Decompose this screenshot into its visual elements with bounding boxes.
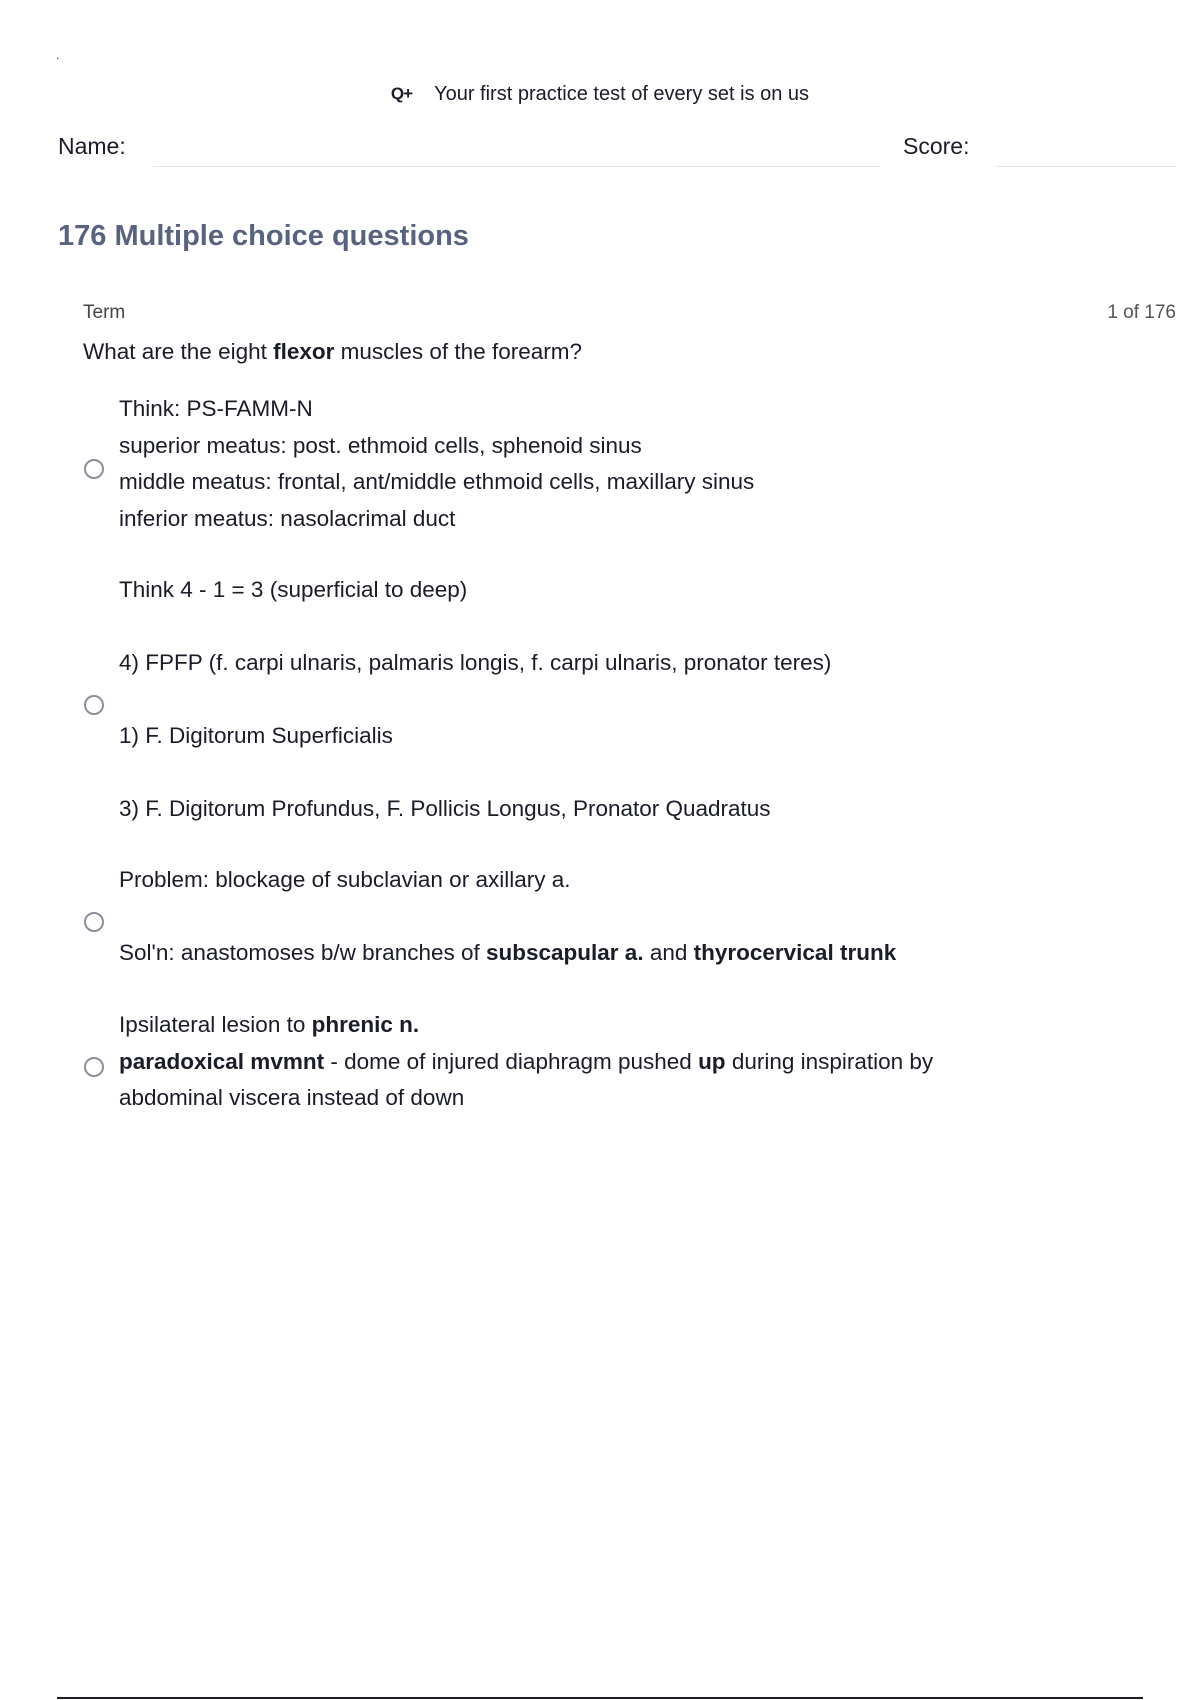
score-label: Score: — [903, 133, 970, 159]
option-text[interactable]: superior meatus: post. ethmoid cells, sphenoid sinus — [119, 432, 642, 458]
name-label: Name: — [58, 133, 126, 159]
promo-text[interactable]: Your first practice test of every set is on us — [434, 82, 810, 105]
option-text[interactable]: 3) F. Digitorum Profundus, F. Pollicis Longus, Pronator Quadratus — [119, 796, 771, 821]
practice-test-icon: Q+ — [390, 84, 413, 103]
score-field[interactable] — [995, 166, 1176, 167]
stray-mark: . — [56, 48, 60, 62]
option-text[interactable]: abdominal viscera instead of down — [119, 1085, 465, 1110]
promo-banner[interactable] — [0, 78, 1200, 110]
option-radio[interactable] — [84, 912, 104, 932]
option-text[interactable]: Problem: blockage of subclavian or axillary a. — [119, 867, 571, 892]
option-text[interactable]: Ipsilateral lesion to phrenic n. — [119, 1012, 420, 1037]
option-text[interactable]: Sol'n: anastomoses b/w branches of subscapular a. and thyrocervical trunk — [119, 940, 897, 965]
option-text[interactable]: 4) FPFP (f. carpi ulnaris, palmaris longis, f. carpi ulnaris, pronator teres) — [119, 650, 832, 675]
term-label: Term — [83, 302, 126, 323]
question-counter: 1 of 176 — [1107, 302, 1176, 323]
name-field[interactable] — [153, 166, 880, 167]
option-text[interactable]: Think 4 - 1 = 3 (superficial to deep) — [119, 577, 468, 602]
option-text[interactable]: inferior meatus: nasolacrimal duct — [119, 505, 456, 531]
option-radio[interactable] — [84, 459, 104, 479]
question-text: What are the eight flexor muscles of the forearm? — [83, 339, 582, 364]
option-text[interactable]: paradoxical mvmnt - dome of injured diaphragm pushed up during inspiration by — [119, 1048, 934, 1074]
section-title: 176 Multiple choice questions — [58, 220, 469, 252]
footer-divider — [57, 1697, 1143, 1699]
option-text[interactable]: Think: PS-FAMM-N — [119, 396, 313, 421]
option-text[interactable]: 1) F. Digitorum Superficialis — [119, 723, 393, 748]
option-text[interactable]: middle meatus: frontal, ant/middle ethmoid cells, maxillary sinus — [119, 469, 755, 494]
option-radio[interactable] — [84, 695, 104, 715]
option-radio[interactable] — [84, 1057, 104, 1077]
